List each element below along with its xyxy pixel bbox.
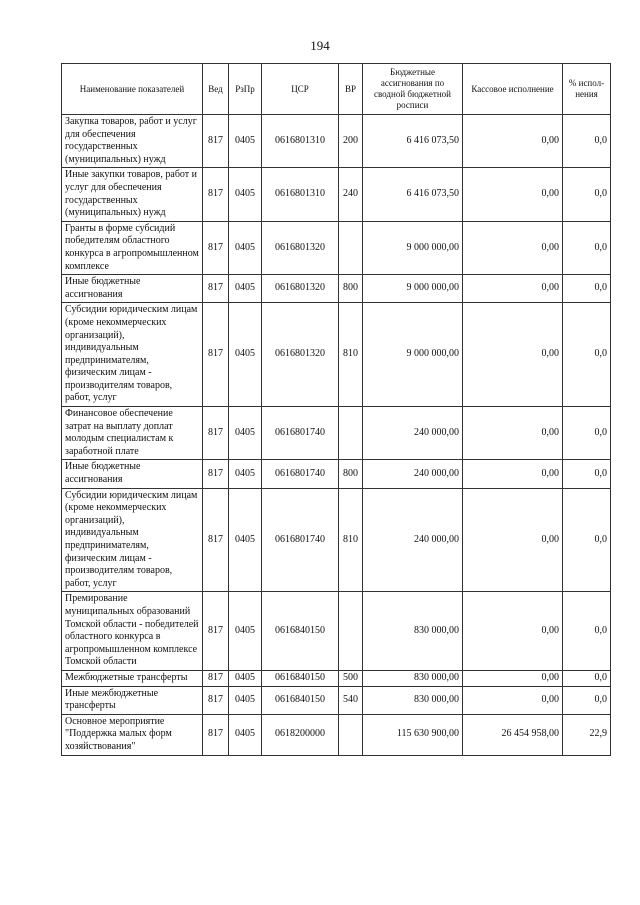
row-ved-cell: 817 (203, 407, 229, 460)
row-assignment-cell: 240 000,00 (363, 407, 463, 460)
budget-table (61, 63, 611, 756)
row-percent-cell: 0,0 (563, 686, 611, 714)
row-cash-cell: 0,00 (463, 488, 563, 592)
row-percent-cell: 22,9 (563, 714, 611, 755)
row-ved-cell: 817 (203, 592, 229, 671)
row-percent-cell: 0,0 (563, 592, 611, 671)
row-percent-cell: 0,0 (563, 670, 611, 686)
row-name-cell: Субсидии юридическим лицам (кроме некоммерческих организаций), индивидуальным предпринимателям, физическим лицам - производителям товаров, работ, услуг (62, 303, 203, 407)
row-csr-cell: 0616801740 (262, 460, 339, 488)
table-header-row (62, 64, 611, 115)
header-vr: ВР (339, 64, 363, 115)
header-ved: Вед (203, 64, 229, 115)
row-assignment-cell: 240 000,00 (363, 460, 463, 488)
row-cash-cell: 0,00 (463, 303, 563, 407)
row-cash-cell: 0,00 (463, 407, 563, 460)
row-percent-cell: 0,0 (563, 275, 611, 303)
header-name: Наименование показателей (62, 64, 203, 115)
row-rzpr-cell: 0405 (229, 488, 262, 592)
row-vr-cell: 500 (339, 670, 363, 686)
table-body (62, 115, 611, 756)
row-name-cell: Премирование муниципальных образований Томской области - победителей областного конкурса в агропромышленном комплексе Томской области (62, 592, 203, 671)
row-percent-cell: 0,0 (563, 460, 611, 488)
header-csr: ЦСР (262, 64, 339, 115)
header-cash: Кассовое исполнение (463, 64, 563, 115)
row-rzpr-cell: 0405 (229, 407, 262, 460)
row-cash-cell: 0,00 (463, 460, 563, 488)
row-ved-cell: 817 (203, 168, 229, 221)
row-name-cell: Субсидии юридическим лицам (кроме некоммерческих организаций), индивидуальным предпринимателям, физическим лицам - производителям товаров, работ, услуг (62, 488, 203, 592)
row-rzpr-cell: 0405 (229, 275, 262, 303)
row-assignment-cell: 115 630 900,00 (363, 714, 463, 755)
row-assignment-cell: 6 416 073,50 (363, 168, 463, 221)
row-csr-cell: 0616801320 (262, 275, 339, 303)
row-ved-cell: 817 (203, 460, 229, 488)
row-rzpr-cell: 0405 (229, 168, 262, 221)
row-percent-cell: 0,0 (563, 407, 611, 460)
table-row (62, 115, 611, 168)
row-ved-cell: 817 (203, 686, 229, 714)
row-percent-cell: 0,0 (563, 168, 611, 221)
row-assignment-cell: 9 000 000,00 (363, 275, 463, 303)
header-assignments: Бюджетные ассигнования по сводной бюджетной росписи (363, 64, 463, 115)
row-vr-cell: 800 (339, 275, 363, 303)
row-ved-cell: 817 (203, 275, 229, 303)
row-vr-cell (339, 592, 363, 671)
row-name-cell: Иные закупки товаров, работ и услуг для обеспечения государственных (муниципальных) нужд (62, 168, 203, 221)
row-name-cell: Иные бюджетные ассигнования (62, 275, 203, 303)
row-name-cell: Финансовое обеспечение затрат на выплату доплат молодым специалистам к заработной плате (62, 407, 203, 460)
row-csr-cell: 0616840150 (262, 592, 339, 671)
row-ved-cell: 817 (203, 115, 229, 168)
row-ved-cell: 817 (203, 670, 229, 686)
table-row (62, 275, 611, 303)
row-csr-cell: 0616801310 (262, 168, 339, 221)
row-csr-cell: 0616840150 (262, 670, 339, 686)
table-row (62, 168, 611, 221)
row-vr-cell: 540 (339, 686, 363, 714)
row-cash-cell: 26 454 958,00 (463, 714, 563, 755)
row-name-cell: Иные межбюджетные трансферты (62, 686, 203, 714)
row-csr-cell: 0616801740 (262, 407, 339, 460)
row-cash-cell: 0,00 (463, 686, 563, 714)
row-csr-cell: 0616801740 (262, 488, 339, 592)
table-row (62, 670, 611, 686)
row-percent-cell: 0,0 (563, 488, 611, 592)
row-assignment-cell: 9 000 000,00 (363, 221, 463, 274)
table-row (62, 592, 611, 671)
row-assignment-cell: 830 000,00 (363, 670, 463, 686)
row-assignment-cell: 9 000 000,00 (363, 303, 463, 407)
row-ved-cell: 817 (203, 714, 229, 755)
table-row (62, 460, 611, 488)
table-row (62, 303, 611, 407)
table-row (62, 714, 611, 755)
row-name-cell: Иные бюджетные ассигнования (62, 460, 203, 488)
table-row (62, 686, 611, 714)
row-rzpr-cell: 0405 (229, 714, 262, 755)
row-rzpr-cell: 0405 (229, 303, 262, 407)
row-ved-cell: 817 (203, 303, 229, 407)
row-cash-cell: 0,00 (463, 592, 563, 671)
row-percent-cell: 0,0 (563, 303, 611, 407)
row-name-cell: Основное мероприятие "Поддержка малых форм хозяйствования" (62, 714, 203, 755)
row-csr-cell: 0618200000 (262, 714, 339, 755)
row-name-cell: Межбюджетные трансферты (62, 670, 203, 686)
row-percent-cell: 0,0 (563, 115, 611, 168)
table-row (62, 221, 611, 274)
row-assignment-cell: 240 000,00 (363, 488, 463, 592)
row-vr-cell: 240 (339, 168, 363, 221)
row-assignment-cell: 6 416 073,50 (363, 115, 463, 168)
row-name-cell: Закупка товаров, работ и услуг для обеспечения государственных (муниципальных) нужд (62, 115, 203, 168)
row-name-cell: Гранты в форме субсидий победителям областного конкурса в агропромышленном комплексе (62, 221, 203, 274)
header-rzpr: РзПр (229, 64, 262, 115)
row-rzpr-cell: 0405 (229, 592, 262, 671)
row-cash-cell: 0,00 (463, 275, 563, 303)
row-ved-cell: 817 (203, 488, 229, 592)
row-vr-cell: 200 (339, 115, 363, 168)
row-vr-cell: 810 (339, 488, 363, 592)
row-csr-cell: 0616801320 (262, 303, 339, 407)
row-rzpr-cell: 0405 (229, 670, 262, 686)
row-cash-cell: 0,00 (463, 168, 563, 221)
row-rzpr-cell: 0405 (229, 115, 262, 168)
row-vr-cell (339, 407, 363, 460)
row-csr-cell: 0616801320 (262, 221, 339, 274)
row-vr-cell: 800 (339, 460, 363, 488)
row-csr-cell: 0616840150 (262, 686, 339, 714)
row-cash-cell: 0,00 (463, 670, 563, 686)
row-cash-cell: 0,00 (463, 115, 563, 168)
row-ved-cell: 817 (203, 221, 229, 274)
row-vr-cell (339, 221, 363, 274)
row-vr-cell: 810 (339, 303, 363, 407)
table-row (62, 488, 611, 592)
table-row (62, 407, 611, 460)
row-rzpr-cell: 0405 (229, 686, 262, 714)
row-rzpr-cell: 0405 (229, 460, 262, 488)
row-cash-cell: 0,00 (463, 221, 563, 274)
row-assignment-cell: 830 000,00 (363, 686, 463, 714)
row-rzpr-cell: 0405 (229, 221, 262, 274)
row-percent-cell: 0,0 (563, 221, 611, 274)
row-assignment-cell: 830 000,00 (363, 592, 463, 671)
row-vr-cell (339, 714, 363, 755)
page-number: 194 (310, 38, 330, 53)
header-percent: % испол-нения (563, 64, 611, 115)
row-csr-cell: 0616801310 (262, 115, 339, 168)
